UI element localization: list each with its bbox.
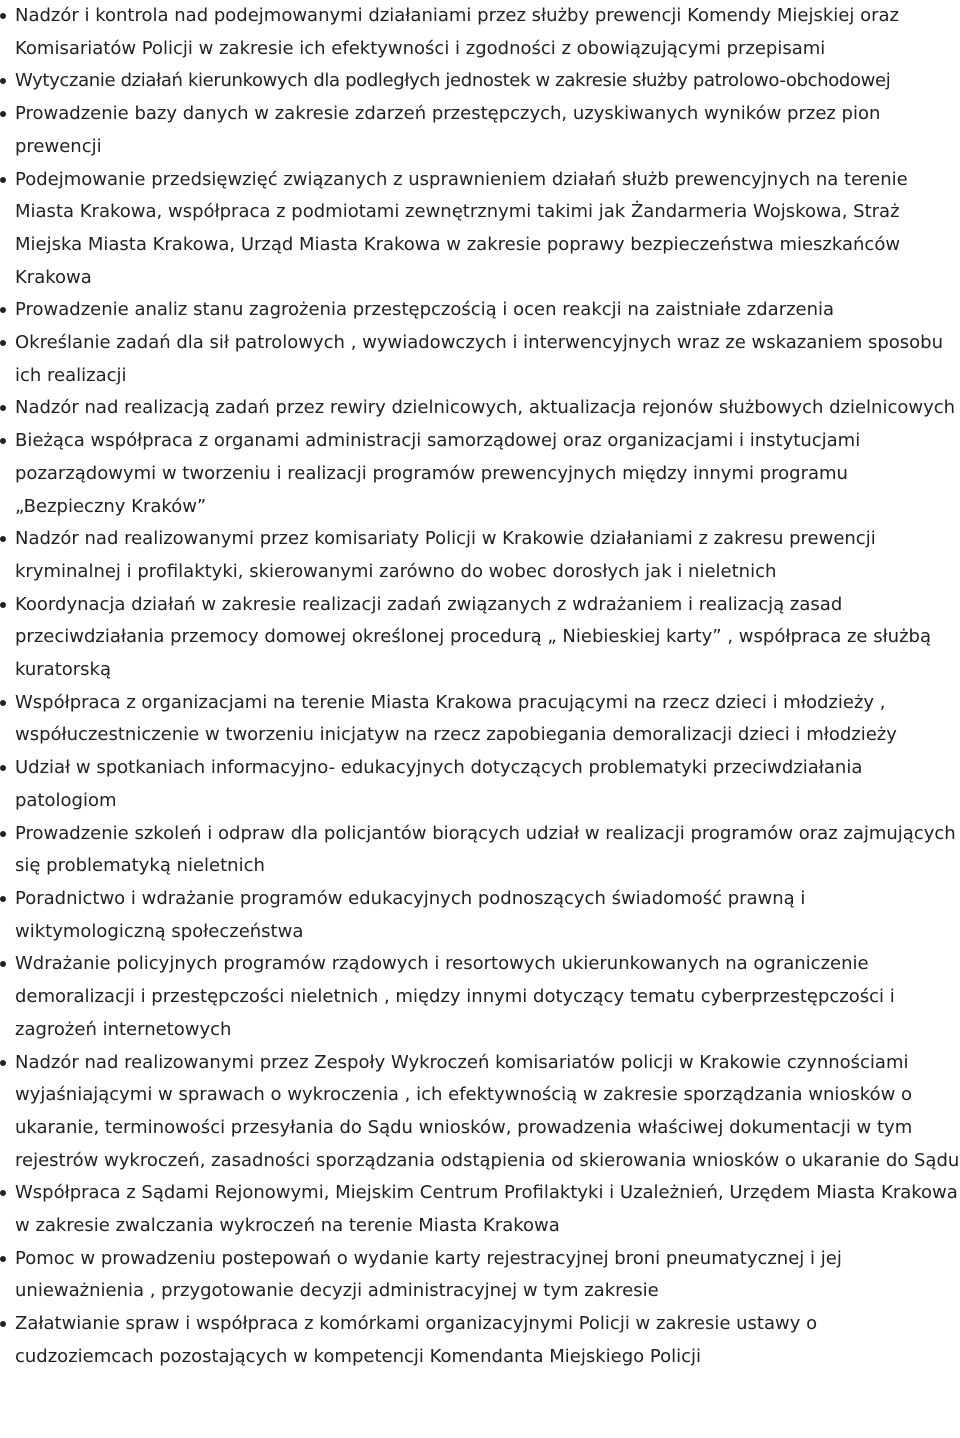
list-item-text: Podejmowanie przedsięwzięć związanych z usprawnieniem działań służb prewencyjnych na terenie Miasta Krakowa, współpraca z podmiotami zewnętrznymi takimi jak Żandarmeria Wojskowa, Straż Miejska Miasta Krakowa, Urząd Miasta Krakowa w zakresie poprawy bezpieczeństwa mieszkańców Krakowa	[15, 168, 908, 288]
list-item-text: Pomoc w prowadzeniu postepowań o wydanie karty rejestracyjnej broni pneumatycznej i jej unieważnienia , przygotowanie decyzji administracyjnej w tym zakresie	[15, 1247, 842, 1302]
list-item	[0, 523, 960, 588]
list-item-text: Nadzór nad realizowanymi przez Zespoły Wykroczeń komisariatów policji w Krakowie czynnościami wyjaśniającymi w sprawach o wykroczenia , ich efektywnością w zakresie sporządzania wniosków o ukaranie, terminowości przesyłania do Sądu wniosków, prowadzenia właściwej dokumentacji w tym rejestrów wykroczeń, zasadności sporządzania odstąpienia od skierowania wniosków o ukaranie do Sądu	[15, 1051, 960, 1171]
list-item	[0, 0, 960, 65]
bullet-dot	[0, 896, 6, 902]
bullet-dot	[0, 1256, 6, 1262]
list-item	[0, 294, 960, 327]
list-item	[0, 752, 960, 817]
bullet-dot	[0, 177, 6, 183]
list-item-text: Współpraca z Sądami Rejonowymi, Miejskim Centrum Profilaktyki i Uzależnień, Urzędem Miasta Krakowa w zakresie zwalczania wykroczeń na terenie Miasta Krakowa	[15, 1182, 958, 1237]
bullet-dot	[0, 1060, 6, 1066]
bullet-dot	[0, 438, 6, 444]
bullet-dot	[0, 765, 6, 771]
bullet-dot	[0, 831, 6, 837]
list-item	[0, 164, 960, 295]
list-item-text: Prowadzenie szkoleń i odpraw dla policjantów biorących udział w realizacji programów oraz zajmujących się problematyką nieletnich	[15, 822, 956, 877]
list-item	[0, 1047, 960, 1178]
list-item	[0, 1243, 960, 1308]
list-item-text: Określanie zadań dla sił patrolowych , wywiadowczych i interwencyjnych wraz ze wskazaniem sposobu ich realizacji	[15, 332, 944, 386]
list-item	[0, 1177, 960, 1242]
bullet-dot	[0, 1321, 6, 1327]
list-item	[0, 589, 960, 687]
list-item	[0, 948, 960, 1046]
bullet-dot	[0, 78, 6, 84]
list-item-text: Wytyczanie działań kierunkowych dla podległych jednostek w zakresie służby patrolowo-obchodowej	[15, 70, 891, 92]
list-item-text: Nadzór i kontrola nad podejmowanymi działaniami przez służby prewencji Komendy Miejskiej oraz Komisariatów Policji w zakresie ich efektywności i zgodności z obowiązującymi przepisami	[15, 5, 899, 59]
list-item-text: Nadzór nad realizowanymi przez komisariaty Policji w Krakowie działaniami z zakresu prewencji kryminalnej i profilaktyki, skierowanymi zarówno do wobec dorosłych jak i nieletnich	[15, 528, 876, 582]
bullet-dot	[0, 111, 6, 117]
bullet-dot	[0, 602, 6, 608]
list-item	[0, 687, 960, 752]
list-item	[0, 327, 960, 392]
bullet-dot	[0, 961, 6, 967]
list-item-text: Koordynacja działań w zakresie realizacji zadań związanych z wdrażaniem i realizacją zasad przeciwdziałania przemocy domowej określonej procedurą „ Niebieskiej karty” , współpraca ze służbą kuratorską	[15, 593, 931, 681]
list-item-text: Prowadzenie analiz stanu zagrożenia przestępczością i ocen reakcji na zaistniałe zdarzenia	[15, 299, 835, 321]
bullet-dot	[0, 340, 6, 346]
list-item	[0, 392, 960, 425]
list-item-text: Nadzór nad realizacją zadań przez rewiry dzielnicowych, aktualizacja rejonów służbowych dzielnicowych	[15, 397, 956, 419]
list-item-text: Bieżąca współpraca z organami administracji samorządowej oraz organizacjami i instytucjami pozarządowymi w tworzeniu i realizacji programów prewencyjnych między innymi programu „Bezpieczny Kraków”	[15, 430, 861, 517]
bullet-dot	[0, 536, 6, 542]
bullet-dot	[0, 700, 6, 706]
list-item-text: Poradnictwo i wdrażanie programów edukacyjnych podnoszących świadomość prawną i wiktymologiczną społeczeństwa	[15, 887, 806, 942]
bullet-dot	[0, 13, 6, 19]
list-item	[0, 65, 960, 98]
bullet-dot	[0, 405, 6, 411]
list-item-text: Współpraca z organizacjami na terenie Miasta Krakowa pracującymi na rzecz dzieci i młodzieży , współuczestniczenie w tworzeniu inicjatyw na rzecz zapobiegania demoralizacji dzieci i młodzieży	[15, 691, 897, 746]
bullet-dot	[0, 1190, 6, 1196]
bullet-dot	[0, 307, 6, 313]
list-item-text: Prowadzenie bazy danych w zakresie zdarzeń przestępczych, uzyskiwanych wyników przez pion prewencji	[15, 103, 881, 157]
list-item-text: Załatwianie spraw i współpraca z komórkami organizacyjnymi Policji w zakresie ustawy o cudzoziemcach pozostających w kompetencji Komendanta Miejskiego Policji	[15, 1313, 818, 1367]
list-item	[0, 818, 960, 883]
list-item	[0, 98, 960, 163]
list-item-text: Wdrażanie policyjnych programów rządowych i resortowych ukierunkowanych na ograniczenie demoralizacji i przestępczości nieletnich , między innymi dotyczący tematu cyberprzestępczości i zagrożeń internetowych	[15, 953, 895, 1040]
list-item	[0, 425, 960, 523]
list-item	[0, 1308, 960, 1373]
list-item-text: Udział w spotkaniach informacyjno- edukacyjnych dotyczących problematyki przeciwdziałania patologiom	[15, 757, 863, 811]
list-item	[0, 883, 960, 948]
